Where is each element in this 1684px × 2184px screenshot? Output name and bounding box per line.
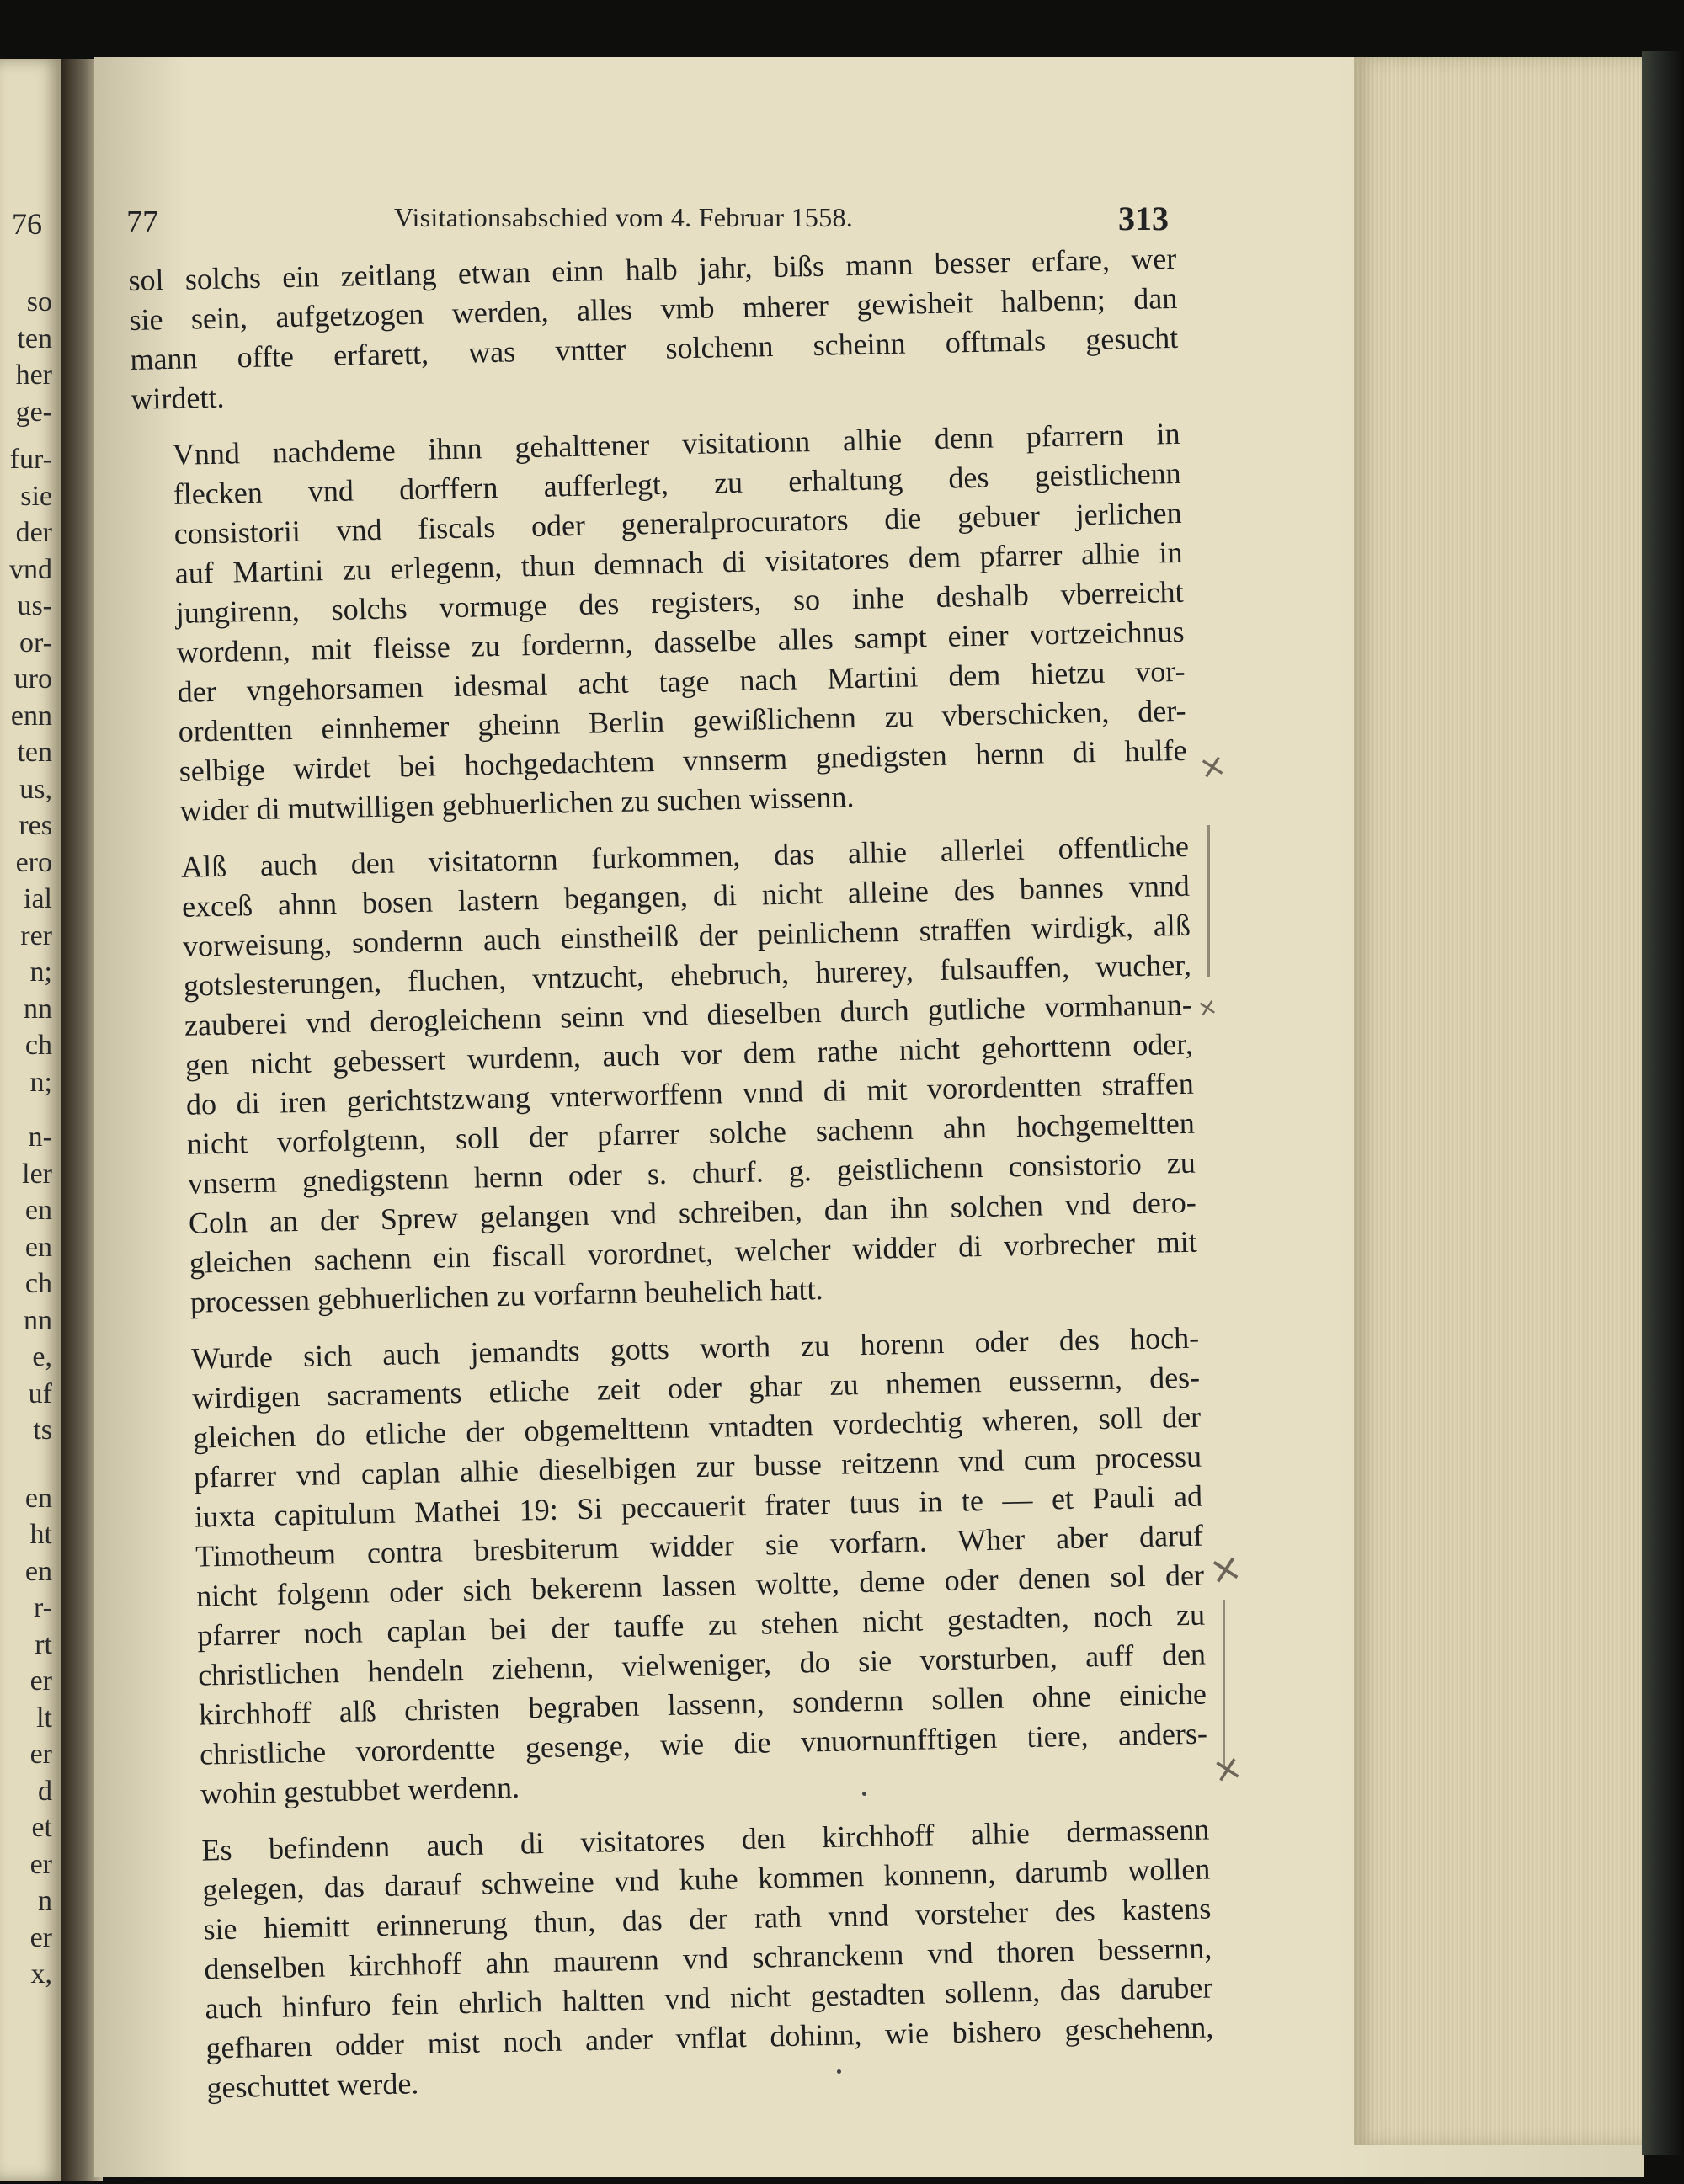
text-line: Wurde sich auch jemandts gotts worth zu horenn oder des hoch- — [190, 1320, 1200, 1376]
text-line: Vnnd nachdeme ihnn gehalttener visitationn alhie denn pfarrern in — [172, 416, 1180, 471]
text-line: gleichen sachenn ein fiscall vorordnet, welcher widder di vorbrecher mit — [189, 1224, 1198, 1280]
text-line: vnserm gnedigstenn hernn oder s. churf. g. geistlichenn consistorio zu — [187, 1145, 1196, 1201]
previous-page-line-fragment: et — [31, 1812, 52, 1843]
text-line: processen gebhuerlichen zu vorfarnn beuhelich hatt. — [189, 1271, 823, 1319]
previous-page-line-fragment: er — [29, 1848, 52, 1880]
ink-speck — [837, 2069, 841, 2074]
text-line: vorweisung, sondernn auch einstheilß der peinlichenn straffen wirdigk, alß — [182, 908, 1191, 963]
text-line: wirdett. — [131, 380, 225, 416]
body-text — [128, 239, 1215, 2126]
pencil-mark-icon: × — [1208, 1745, 1246, 1792]
previous-page-line-fragment: res — [19, 810, 52, 841]
text-line: do di iren gerichtstzwang vnterworffenn vnnd di mit vorordentten straffen — [185, 1066, 1195, 1121]
previous-page-line-fragment: n — [38, 1885, 52, 1916]
running-title: Visitationsabschied vom 4. Februar 1558. — [394, 202, 854, 232]
ink-speck — [862, 1792, 866, 1796]
pencil-bracket — [1207, 825, 1210, 977]
previous-page-line-fragment: n; — [29, 1066, 52, 1098]
text-line: sol solchs ein zeitlang etwan einn halb jahr, bißs mann besser erfare, wer — [128, 241, 1177, 297]
previous-page-line-fragment: der — [15, 517, 52, 548]
paragraph — [128, 239, 1180, 419]
paragraph — [151, 1318, 1209, 1815]
text-line: Es befindenn auch di visitatores den kirchhoff alhie dermassenn — [201, 1812, 1210, 1867]
page-header — [126, 199, 1179, 241]
text-line: gefharen odder mist noch ander vnflat dohinn, wie bishero geschehenn, — [205, 2010, 1214, 2065]
pencil-mark-icon: × — [1195, 745, 1230, 787]
text-line: kirchhoff alß christen begraben lassenn, sondernn sollen ohne einiche — [198, 1676, 1207, 1732]
previous-page-line-fragment: ts — [33, 1414, 52, 1446]
previous-page-line-fragment: ler — [22, 1158, 52, 1190]
previous-page-line-fragment: us, — [19, 773, 52, 805]
text-line: Alß auch den visitatornn furkommen, das alhie allerlei offentliche — [180, 828, 1190, 884]
previous-page-line-fragment: er — [29, 1665, 52, 1697]
text-line: christlichen hendeln ziehenn, vielweniger, do sie vorsturben, auff den — [197, 1637, 1207, 1692]
previous-page-line-fragment: uf — [28, 1377, 52, 1409]
previous-page-line-fragment: ge- — [15, 396, 52, 428]
text-line: jungirenn, solchs vormuge des registers, so inhe deshalb vberreicht — [175, 574, 1184, 630]
text-line: der vngehorsamen idesmal acht tage nach Martini dem hietzu vor- — [177, 653, 1186, 709]
text-line: nicht folgenn oder sich bekerenn lassen woltte, deme oder denen sol der — [195, 1558, 1205, 1613]
pencil-bracket — [1223, 1600, 1225, 1768]
previous-page-line-fragment: r- — [34, 1592, 52, 1623]
text-line: Coln an der Sprew gelangen vnd schreiben, dan ihn solchen vnd dero- — [188, 1185, 1197, 1240]
text-line: mann offte erfarett, was vntter solchenn scheinn offtmals gesucht — [130, 320, 1179, 376]
text-line: wirdigen sacraments etliche zeit oder ghar zu nhemen eussernn, des- — [191, 1360, 1201, 1415]
previous-page-line-fragment: n- — [28, 1121, 52, 1153]
page-edges — [1354, 57, 1650, 2145]
text-line: consistorii vnd fiscals oder generalprocurators die gebuer jerlichen — [173, 495, 1182, 551]
previous-page-line-fragment: us- — [17, 590, 52, 621]
paragraph — [131, 414, 1188, 832]
previous-page-line-fragment: en — [24, 1555, 52, 1587]
text-line: gen nicht gebessert wurdenn, auch vor dem rathe nicht gehorttenn oder, — [184, 1026, 1194, 1082]
text-line: selbige wirdet bei hochgedachtem vnnserm gnedigsten hernn di hulfe — [179, 732, 1187, 788]
previous-page-line-fragment: lt — [36, 1702, 52, 1734]
previous-page-line-fragment: sie — [20, 480, 52, 512]
text-line: exceß ahnn bosen lastern begangen, di nicht alleine des bannes vnnd — [181, 868, 1191, 924]
text-line: wordenn, mit fleisse zu fordernn, dasselbe alles sampt einer vortzeichnus — [176, 614, 1185, 669]
previous-page-line-fragment: fur- — [9, 444, 52, 475]
previous-page-line-fragment: nn — [24, 1304, 52, 1336]
paragraph — [161, 1810, 1215, 2109]
text-line: nicht vorfolgtenn, soll der pfarrer solche sachenn ahn hochgemeltten — [186, 1105, 1196, 1161]
pencil-mark-icon: × — [1194, 991, 1220, 1024]
text-line: pfarrer vnd caplan alhie dieselbigen zur busse reitzenn vnd cum processu — [193, 1439, 1202, 1494]
previous-page-line-fragment: nn — [24, 993, 52, 1025]
page-number: 313 — [1118, 200, 1169, 237]
previous-page-line-fragment: so — [26, 286, 52, 317]
text-line: auch hinfuro fein ehrlich haltten vnd nicht gestadten sollenn, das daruber — [205, 1970, 1213, 2026]
previous-page-line-fragment: er — [29, 1739, 52, 1770]
previous-page-line-fragment: ten — [17, 322, 52, 354]
previous-page-line-fragment: ch — [24, 1268, 52, 1299]
pencil-mark-icon: × — [1204, 1542, 1246, 1595]
previous-page-line-fragment: ten — [17, 737, 52, 768]
previous-page-line-fragment: n; — [29, 956, 52, 988]
book-cover-edge — [1642, 51, 1681, 2155]
previous-page-line-fragment: her — [15, 360, 52, 391]
text-line: flecken vnd dorffern aufferlegt, zu erhaltung des geistlichenn — [173, 455, 1181, 511]
previous-page-line-fragment: or- — [19, 626, 52, 658]
text-line: wohin gestubbet werdenn. — [200, 1770, 520, 1811]
previous-page-line-fragment: ero — [15, 846, 52, 878]
text-line: ordentten einnhemer gheinn Berlin gewißlichenn zu vberschicken, der- — [178, 693, 1186, 748]
previous-page-line-fragment: ht — [29, 1519, 52, 1550]
text-line: denselben kirchhoff ahn maurenn vnd schranckenn vnd thoren bessernn, — [204, 1931, 1212, 1986]
previous-page-line-fragment: rer — [20, 919, 52, 951]
text-line: sie hiemitt erinnerung thun, das der rath vnnd vorsteher des kastens — [203, 1891, 1212, 1947]
text-line: Timotheum contra bresbiterum widder sie vorfarn. Wher aber daruf — [195, 1518, 1204, 1574]
text-line: gotslesterungen, fluchen, vntzucht, ehebruch, hurerey, fulsauffen, wucher, — [183, 947, 1192, 1003]
text-line: iuxta capitulum Mathei 19: Si peccauerit frater tuus in te — et Pauli ad — [194, 1478, 1203, 1534]
paragraph — [141, 827, 1199, 1324]
previous-page-line-fragment: enn — [10, 700, 52, 732]
text-line: pfarrer noch caplan bei der tauffe zu stehen nicht gestadten, noch zu — [196, 1597, 1206, 1653]
text-line: zauberei vnd derogleichenn seinn vnd dieselben durch gutliche vormhanun- — [184, 987, 1193, 1042]
text-line: auf Martini zu erlegenn, thun demnach di visitatores dem pfarrer alhie in — [174, 535, 1183, 590]
text-line: wider di mutwilligen gebhuerlichen zu suchen wissenn. — [179, 780, 855, 828]
previous-page-line-fragment: ial — [24, 883, 52, 914]
text-line: sie sein, aufgetzogen werden, alles vmb mherer gewisheit halbenn; dan — [129, 280, 1178, 337]
previous-page-line-fragment: er — [29, 1921, 52, 1953]
previous-page-edge — [0, 59, 61, 2181]
previous-page-line-fragment: vnd — [9, 553, 52, 585]
text-line: geschuttet werde. — [206, 2066, 419, 2105]
text-line: gelegen, das darauf schweine vnd kuhe kommen konnenn, darumb wollen — [202, 1851, 1211, 1907]
previous-page-line-fragment: en — [24, 1482, 52, 1514]
text-line: christliche vorordentte gesenge, wie die vnuornunfftigen tiere, anders- — [199, 1716, 1208, 1771]
previous-page-line-fragment: d — [38, 1775, 52, 1807]
text-line: gleichen do etliche der obgemelttenn vntadten vordechtig wheren, soll der — [192, 1399, 1202, 1455]
previous-page-line-fragment: uro — [13, 663, 52, 695]
previous-page-line-fragment: rt — [35, 1628, 52, 1660]
previous-page-line-fragment: x, — [30, 1958, 52, 1990]
previous-page-line-fragment: en — [24, 1231, 52, 1263]
page-number-left: 77 — [126, 205, 158, 240]
previous-page-line-fragment: en — [24, 1195, 52, 1226]
previous-page-number: 76 — [12, 207, 42, 241]
previous-page-line-fragment: e, — [32, 1341, 52, 1372]
previous-page-line-fragment: ch — [24, 1030, 52, 1061]
